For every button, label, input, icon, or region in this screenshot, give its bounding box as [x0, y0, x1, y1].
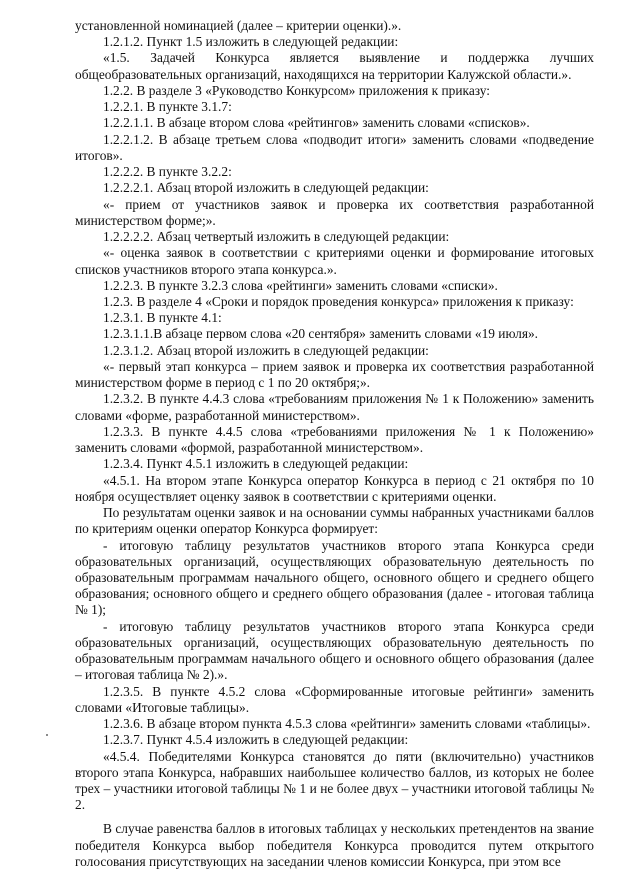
- paragraph: В случае равенства баллов в итоговых таблицах у нескольких претендентов на звание победителя Конкурса выбор победителя Конкурса проводится путем открытого голосования присутствующих на заседании членов комиссии Конкурса, при этом все: [75, 821, 594, 869]
- paragraph: установленной номинацией (далее – критерии оценки).».: [75, 18, 402, 33]
- scan-speck: [46, 734, 48, 736]
- paragraph: 1.2.3.7. Пункт 4.5.4 изложить в следующей редакции:: [103, 732, 409, 748]
- paragraph: «1.5. Задачей Конкурса является выявление и поддержка лучших общеобразовательных организаций, находящихся на территории Калужской области.».: [75, 50, 594, 82]
- paragraph: 1.2.3.1. В пункте 4.1:: [103, 310, 222, 326]
- paragraph: 1.2.3.5. В пункте 4.5.2 слова «Сформированные итоговые рейтинги» заменить словами «Итоговые таблицы».: [75, 683, 594, 715]
- paragraph: - итоговую таблицу результатов участников второго этапа Конкурса среди образовательных организаций, осуществляющих образовательную деятельность по образовательным программам начального общего и основного общего образования (далее – итоговая таблица № 2).».: [75, 618, 594, 683]
- paragraph: 1.2.3.1.1.В абзаце первом слова «20 сентября» заменить словами «19 июля».: [103, 326, 539, 342]
- paragraph: 1.2.2. В разделе 3 «Руководство Конкурсом» приложения к приказу:: [103, 82, 491, 98]
- paragraph: 1.2.3. В разделе 4 «Сроки и порядок проведения конкурса» приложения к приказу:: [103, 293, 574, 309]
- paragraph: 1.2.2.2.1. Абзац второй изложить в следующей редакции:: [103, 180, 429, 196]
- paragraph: 1.2.2.1. В пункте 3.1.7:: [103, 99, 232, 115]
- paragraph: «4.5.4. Победителями Конкурса становятся до пяти (включительно) участников второго этапа Конкурса, набравших наибольшее количество баллов, из которых не более трех – участники итоговой таблицы № 1 и не более двух – участники итоговой таблицы № 2.: [75, 748, 594, 813]
- paragraph: 1.2.2.1.2. В абзаце третьем слова «подводит итоги» заменить словами «подведение итогов».: [75, 131, 594, 163]
- paragraph: - итоговую таблицу результатов участников второго этапа Конкурса среди образовательных организаций, осуществляющих образовательную деятельность по образовательным программам начального общего, основного общего и среднего общего образования; основного общего и среднего общего образования (далее - итоговая таблица № 1);: [75, 537, 594, 618]
- paragraph: 1.2.1.2. Пункт 1.5 изложить в следующей редакции:: [103, 34, 399, 50]
- paragraph: 1.2.3.3. В пункте 4.4.5 слова «требованиями приложения № 1 к Положению» заменить словами «формой, разработанной министерством».: [75, 423, 594, 456]
- paragraph: «- первый этап конкурса – прием заявок и проверка их соответствия разработанной министерством форме в период с 1 по 20 октября;».: [75, 358, 594, 391]
- paragraph: 1.2.3.6. В абзаце втором пункта 4.5.3 слова «рейтинги» заменить словами «таблицы».: [103, 716, 591, 732]
- paragraph: 1.2.2.2. В пункте 3.2.2:: [103, 164, 232, 180]
- paragraph: 1.2.3.2. В пункте 4.4.3 слова «требованиям приложения № 1 к Положению» заменить словами «форме, разработанной министерством».: [75, 391, 594, 423]
- paragraph: По результатам оценки заявок и на основании суммы набранных участниками баллов по критериям оценки оператор Конкурса формирует:: [75, 505, 594, 537]
- paragraph: «- прием от участников заявок и проверка их соответствия разработанной министерством форме;».: [75, 196, 594, 228]
- paragraph: 1.2.2.3. В пункте 3.2.3 слова «рейтинги» заменить словами «списки».: [103, 277, 498, 293]
- paragraph: 1.2.3.4. Пункт 4.5.1 изложить в следующей редакции:: [103, 456, 409, 472]
- paragraph: «- оценка заявок в соответствии с критериями оценки и формирование итоговых списков участников второго этапа конкурса.».: [75, 245, 594, 277]
- paragraph: «4.5.1. На втором этапе Конкурса оператор Конкурса в период с 21 октября по 10 ноября осуществляет оценку заявок в соответствии с критериями оценки.: [75, 472, 594, 504]
- paragraph: 1.2.3.1.2. Абзац второй изложить в следующей редакции:: [103, 342, 429, 358]
- paragraph: 1.2.2.1.1. В абзаце втором слова «рейтингов» заменить словами «списков».: [103, 115, 530, 131]
- paragraph: 1.2.2.2.2. Абзац четвертый изложить в следующей редакции:: [103, 229, 450, 245]
